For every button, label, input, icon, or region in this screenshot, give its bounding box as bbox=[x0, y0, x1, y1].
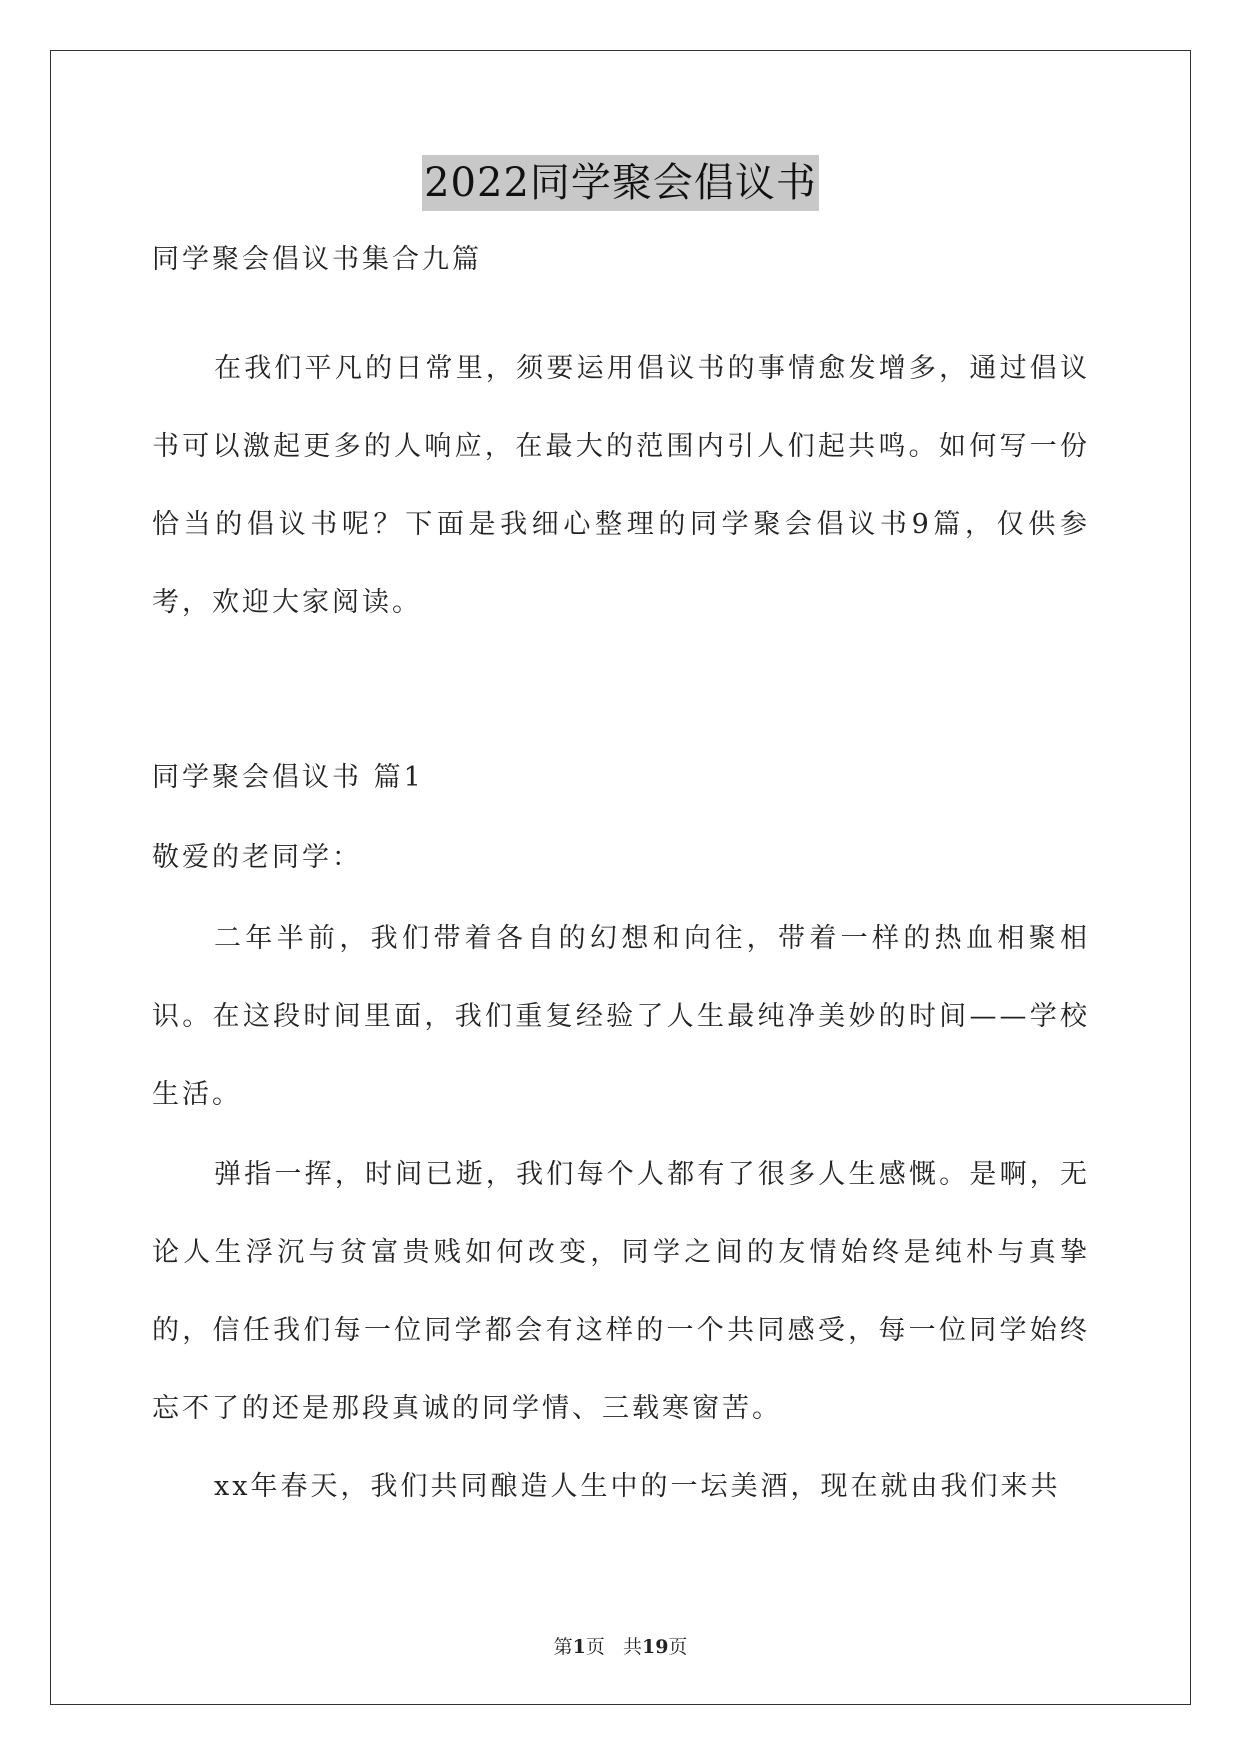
page-number: 1 bbox=[572, 1636, 586, 1658]
total-label-prefix: 共 bbox=[622, 1636, 642, 1658]
page-footer bbox=[0, 1632, 1241, 1659]
document-subtitle: 同学聚会倡议书集合九篇 bbox=[152, 244, 482, 275]
intro-paragraph: 在我们平凡的日常里，须要运用倡议书的事情愈发增多，通过倡议书可以激起更多的人响应，在最大的范围内引人们起共鸣。如何写一份恰当的倡议书呢？下面是我细心整理的同学聚会倡议书9篇，仅供参考，欢迎大家阅读。 bbox=[152, 353, 1090, 618]
section-heading: 同学聚会倡议书 篇1 bbox=[152, 762, 424, 793]
body-paragraph-2: 弹指一挥，时间已逝，我们每个人都有了很多人生感慨。是啊，无论人生浮沉与贫富贵贱如何改变，同学之间的友情始终是纯朴与真挚的，信任我们每一位同学都会有这样的一个共同感受，每一位同学始终忘不了的还是那段真诚的同学情、三载寒窗苦。 bbox=[152, 1159, 1090, 1424]
page-label-suffix: 页 bbox=[585, 1636, 605, 1658]
total-pages: 19 bbox=[641, 1636, 669, 1658]
body-paragraph-3: xx年春天，我们共同酿造人生中的一坛美酒，现在就由我们来共 bbox=[214, 1471, 1061, 1502]
document-title: 2022同学聚会倡议书 bbox=[422, 155, 819, 211]
page-label-prefix: 第 bbox=[553, 1636, 573, 1658]
total-label-suffix: 页 bbox=[668, 1636, 688, 1658]
salutation: 敬爱的老同学： bbox=[152, 842, 362, 873]
title-container bbox=[0, 155, 1241, 211]
body-paragraph-1: 二年半前，我们带着各自的幻想和向往，带着一样的热血相聚相识。在这段时间里面，我们重复经验了人生最纯净美妙的时间——学校生活。 bbox=[152, 923, 1090, 1110]
